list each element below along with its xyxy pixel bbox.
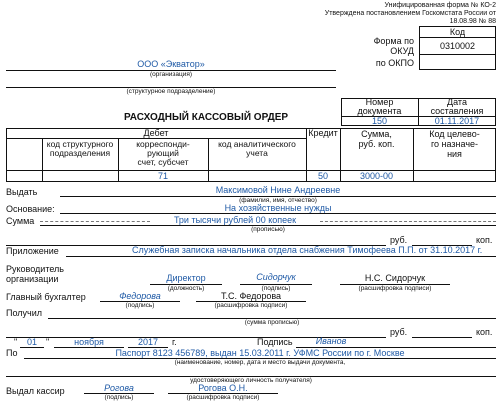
head-label-2: организации <box>6 274 59 284</box>
cashier-label: Выдал кассир <box>6 386 65 396</box>
sum-value: Три тысячи рублей 00 копеек <box>173 215 297 225</box>
issue-label: Выдать <box>6 187 38 197</box>
okud-value: 0310002 <box>439 41 476 51</box>
okud-label-2: ОКУД <box>390 46 414 56</box>
doc-date-label-2: составления <box>430 106 484 116</box>
received-label: Получил <box>6 308 42 318</box>
col-corr-2: рующий <box>147 148 179 158</box>
cell-corr: 71 <box>157 171 168 181</box>
passport-caption: (наименование, номер, дата и место выдачи документа, <box>174 359 346 366</box>
accountant-name-caption: (расшифровка подписи) <box>214 302 288 309</box>
cell-sum: 3000-00 <box>359 171 394 181</box>
issue-value: Максимовой Нине Андреевне <box>215 185 341 195</box>
document-title: РАСХОДНЫЙ КАССОВЫЙ ОРДЕР <box>124 112 289 123</box>
col-target-2: го назначе- <box>430 139 479 149</box>
head-label-1: Руководитель <box>6 264 64 274</box>
date-year-suffix: г. <box>172 337 177 347</box>
doc-number-label-2: документа <box>357 106 402 116</box>
recipient-signature: Иванов <box>315 336 347 346</box>
col-credit: Кредит <box>308 128 338 138</box>
head-name: Н.С. Сидорчук <box>364 273 426 283</box>
attachment-label: Приложение <box>6 246 59 256</box>
organization-name: ООО «Экватор» <box>137 59 205 69</box>
col-sum-2: руб. коп. <box>358 139 395 149</box>
doc-date-label-1: Дата <box>447 97 467 107</box>
identity-caption: удостоверяющего личность получателя) <box>190 377 312 384</box>
passport-value: Паспорт 8123 456789, выдан 15.03.2011 г. УФМС России по г. Москве <box>115 348 405 358</box>
doc-number-label-1: Номер <box>365 97 394 107</box>
date-quote-close: " <box>46 337 50 347</box>
col-corr-1: корреспонди- <box>136 139 190 149</box>
col-sum-1: Сумма, <box>361 129 392 139</box>
received-kop: коп. <box>476 327 493 337</box>
accountant-signature: Федорова <box>119 291 161 301</box>
date-quote-open: " <box>14 337 18 347</box>
sum-label: Сумма <box>6 216 35 226</box>
okpo-label: по ОКПО <box>375 58 414 68</box>
basis-value: На хозяйственные нужды <box>224 203 332 213</box>
doc-date-value: 01.11.2017 <box>434 116 480 126</box>
col-struct-1: код структурного <box>46 139 114 149</box>
okud-label-1: Форма по <box>373 36 414 46</box>
col-corr-3: счет, субсчет <box>137 157 189 167</box>
approved-date-line: 18.08.98 № 88 <box>449 18 496 25</box>
organization-caption: (организация) <box>149 71 193 78</box>
date-year: 2017 <box>137 337 159 347</box>
date-day: 01 <box>26 337 37 347</box>
doc-number-value: 150 <box>371 116 388 126</box>
col-anal-2: учета <box>246 148 268 158</box>
codes-title: Код <box>449 27 466 37</box>
sum-kop: коп. <box>476 235 493 245</box>
recipient-sign-label: Подпись <box>257 337 293 347</box>
cashier-signature: Рогова <box>104 383 134 393</box>
col-target-3: ния <box>447 149 462 159</box>
cashier-signature-caption: (подпись) <box>104 394 134 401</box>
form-number-line: Унифицированная форма № КО-2 <box>384 2 496 9</box>
date-month: ноября <box>74 337 104 347</box>
col-target-1: Код целево- <box>429 129 480 139</box>
accountant-label: Главный бухгалтер <box>6 292 86 302</box>
head-name-caption: (расшифровка подписи) <box>358 285 432 292</box>
head-position: Директор <box>166 273 206 283</box>
head-signature: Сидорчук <box>256 272 296 282</box>
received-rub: руб. <box>390 327 408 337</box>
head-position-caption: (должность) <box>167 285 205 292</box>
accountant-signature-caption: (подпись) <box>125 302 155 309</box>
attachment-value: Служебная записка начальника отдела снабжения Тимофеева П.П. от 31.10.2017 г. <box>132 245 483 255</box>
col-struct-2: подразделения <box>49 148 111 158</box>
cell-credit: 50 <box>317 171 328 181</box>
issue-caption: (фамилия, имя, отчество) <box>239 197 317 204</box>
head-signature-caption: (подпись) <box>261 285 291 292</box>
approved-line: Утверждена постановлением Госкомстата России от <box>324 10 496 17</box>
cashier-name-caption: (расшифровка подписи) <box>186 394 260 401</box>
subdivision-caption: (структурное подразделение) <box>126 88 216 95</box>
sum-caption: (прописью) <box>251 226 285 233</box>
col-anal-1: код аналитического <box>218 139 296 149</box>
accountant-name: Т.С. Федорова <box>220 291 282 301</box>
received-caption: (сумма прописью) <box>244 319 300 326</box>
by-label: По <box>6 348 18 358</box>
sum-rub: руб. <box>390 235 408 245</box>
debit-header: Дебет <box>143 128 169 138</box>
basis-label: Основание: <box>6 204 55 214</box>
cashier-name: Рогова О.Н. <box>198 383 248 393</box>
